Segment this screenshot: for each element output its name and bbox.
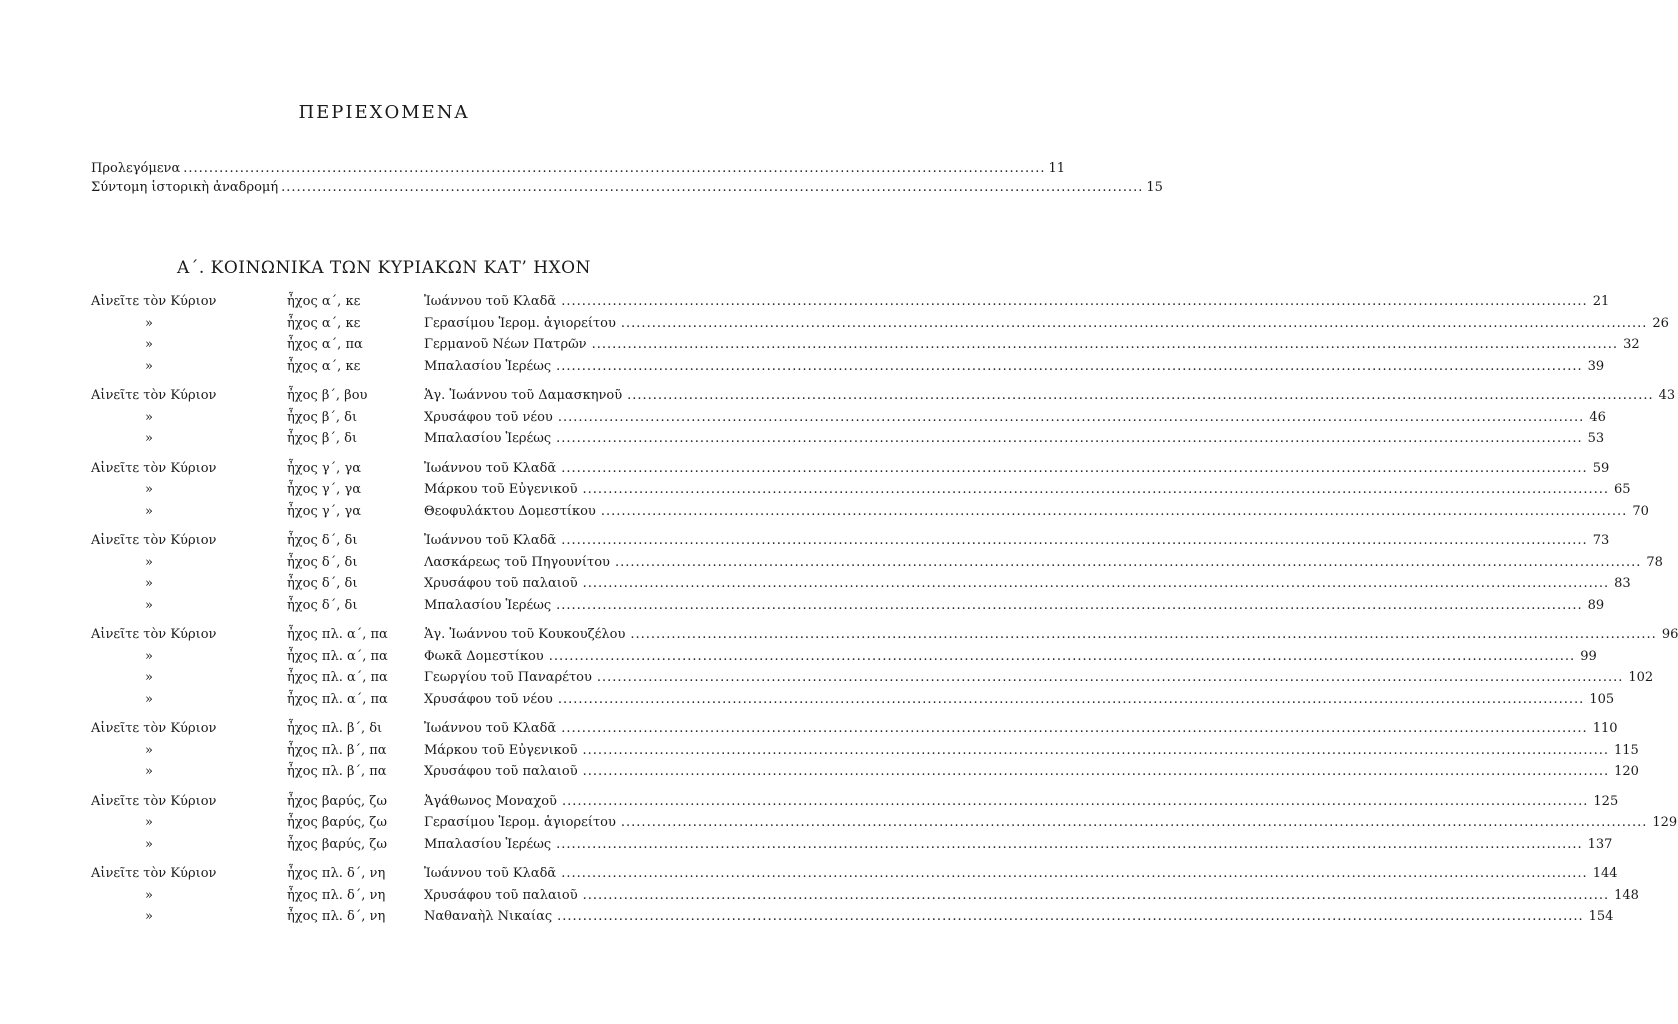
entry-mode: ἦχος πλ. β΄, πα	[287, 764, 387, 779]
entry-author: Φωκᾶ Δομεστίκου	[424, 648, 544, 664]
entry-row	[91, 553, 1663, 575]
entry-group	[91, 292, 1669, 378]
entry-mode: ἦχος πλ. δ΄, νη	[287, 909, 386, 924]
entry-group	[91, 459, 1649, 524]
dot-leader: ........................................................................................................................................................................	[183, 161, 1046, 176]
entry-page: 78	[1646, 554, 1663, 570]
intro-item-label: Σύντομη ἱστορικὴ ἀναδρομή	[91, 180, 279, 195]
dot-leader: ........................................................................................................................................................................................................	[582, 764, 1610, 779]
entry-author-cell	[424, 460, 1610, 476]
entry-author: Ἰωάννου τοῦ Κλαδᾶ	[424, 866, 557, 881]
entry-author: Ἁγ. Ἰωάννου τοῦ Δαμασκηνοῦ	[424, 388, 623, 403]
entry-author-cell	[424, 337, 1640, 352]
entry-author-cell	[424, 627, 1678, 642]
entry-author-cell	[424, 533, 1610, 548]
entry-page: 70	[1632, 503, 1649, 519]
entry-author: Χρυσάφου τοῦ νέου	[424, 691, 553, 707]
dot-leader: ........................................................................................................................................................................................................	[561, 294, 1588, 309]
entry-author: Γεωργίου τοῦ Παναρέτου	[424, 670, 592, 685]
entry-row	[91, 762, 1639, 784]
entry-title: Αἰνεῖτε τὸν Κύριον	[91, 866, 217, 881]
entry-author: Μπαλασίου Ἱερέως	[424, 836, 552, 852]
entry-page: 46	[1589, 409, 1606, 425]
ditto-mark: »	[145, 887, 153, 903]
entry-mode: ἦχος πλ. α΄, πα	[287, 648, 388, 664]
dot-leader: ........................................................................................................................................................................................................	[556, 431, 1583, 446]
entry-page: 21	[1592, 294, 1610, 309]
entry-page: 83	[1614, 576, 1631, 591]
entry-page: 53	[1587, 431, 1605, 446]
entry-mode: ἦχος πλ. β΄, δι	[287, 721, 383, 736]
entry-row	[91, 813, 1678, 835]
ditto-mark: »	[145, 337, 153, 352]
entry-author-cell	[424, 554, 1663, 570]
entry-title: Αἰνεῖτε τὸν Κύριον	[91, 294, 217, 309]
entry-page: 43	[1658, 388, 1676, 403]
entry-author: Ἰωάννου τοῦ Κλαδᾶ	[424, 721, 557, 736]
entry-mode: ἦχος γ΄, γα	[287, 482, 361, 497]
entry-author-cell	[424, 388, 1676, 403]
entry-page: 65	[1614, 482, 1631, 497]
entry-author-cell	[424, 887, 1639, 903]
ditto-mark: »	[145, 431, 153, 446]
entry-author-cell	[424, 721, 1618, 736]
entry-row	[91, 459, 1610, 481]
entry-title: Αἰνεῖτε τὸν Κύριον	[91, 388, 217, 403]
entry-row	[91, 502, 1649, 524]
dot-leader: ........................................................................................................................................................................................................	[556, 836, 1583, 852]
entry-author: Ἀγάθωνος Μοναχοῦ	[424, 793, 557, 809]
entry-page: 137	[1587, 836, 1613, 852]
dot-leader: ........................................................................................................................................................................................................	[561, 721, 1588, 736]
entry-row	[91, 907, 1614, 929]
entry-page: 144	[1592, 866, 1618, 881]
entry-row	[91, 647, 1597, 669]
entry-author-cell	[424, 597, 1605, 613]
dot-leader: ........................................................................................................................................................................................................	[600, 503, 1628, 519]
entry-author: Ἰωάννου τοῦ Κλαδᾶ	[424, 460, 557, 476]
entry-author: Χρυσάφου τοῦ παλαιοῦ	[424, 887, 578, 903]
entry-page: 125	[1593, 793, 1619, 809]
entry-row	[91, 668, 1654, 690]
entry-row	[91, 741, 1639, 763]
ditto-mark: »	[145, 503, 153, 519]
entry-row	[91, 864, 1618, 886]
dot-leader: ........................................................................................................................................................................................................	[596, 670, 1624, 685]
dot-leader: ........................................................................................................................................................................................................	[627, 388, 1654, 403]
ditto-mark: »	[145, 648, 153, 664]
entry-author: Μπαλασίου Ἱερέως	[424, 358, 552, 374]
dot-leader: ........................................................................................................................................................................................................	[556, 358, 1583, 374]
dot-leader: ........................................................................................................................................................................................................	[591, 337, 1619, 352]
dot-leader: ........................................................................................................................................................................................................	[557, 691, 1585, 707]
dot-leader: ........................................................................................................................................................................................................	[557, 909, 1584, 924]
entry-mode: ἦχος β΄, βου	[287, 388, 368, 403]
entry-mode: ἦχος βαρύς, ζω	[287, 793, 387, 809]
entry-author-cell	[424, 866, 1618, 881]
entry-title: Αἰνεῖτε τὸν Κύριον	[91, 460, 217, 476]
entry-author-cell	[424, 691, 1615, 707]
entry-mode: ἦχος δ΄, δι	[287, 554, 358, 570]
entry-author: Γερασίμου Ἱερομ. ἁγιορείτου	[424, 815, 616, 830]
ditto-mark: »	[145, 554, 153, 570]
dot-leader: ........................................................................................................................................................................................................	[582, 887, 1610, 903]
entry-row	[91, 719, 1618, 741]
entry-page: 129	[1652, 815, 1678, 830]
entry-author: Μάρκου τοῦ Εὐγενικοῦ	[424, 742, 578, 758]
entry-row	[91, 335, 1640, 357]
entry-mode: ἦχος πλ. β΄, πα	[287, 742, 387, 758]
entry-author-cell	[424, 294, 1610, 309]
entry-page: 115	[1614, 742, 1639, 758]
intro-item-label: Προλεγόμενα	[91, 161, 181, 176]
dot-leader: ........................................................................................................................................................................................................	[630, 627, 1657, 642]
entry-author: Μάρκου τοῦ Εὐγενικοῦ	[424, 482, 578, 497]
entry-group	[91, 792, 1678, 857]
entry-author-cell	[424, 315, 1669, 331]
entry-row	[91, 531, 1610, 553]
entry-title: Αἰνεῖτε τὸν Κύριον	[91, 533, 217, 548]
entry-page: 26	[1652, 315, 1669, 331]
entry-author-cell	[424, 409, 1606, 425]
entry-mode: ἦχος α΄, πα	[287, 337, 363, 352]
entry-mode: ἦχος πλ. δ΄, νη	[287, 887, 386, 903]
entry-row	[91, 480, 1631, 502]
dot-leader: ........................................................................................................................................................................................................	[561, 533, 1588, 548]
ditto-mark: »	[145, 670, 153, 685]
entry-title: Αἰνεῖτε τὸν Κύριον	[91, 627, 217, 642]
entry-row	[91, 690, 1615, 712]
entry-author: Θεοφυλάκτου Δομεστίκου	[424, 503, 596, 519]
entry-title: Αἰνεῖτε τὸν Κύριον	[91, 793, 217, 809]
ditto-mark: »	[145, 597, 153, 613]
dot-leader: ........................................................................................................................................................................................................	[561, 793, 1589, 809]
entry-author: Ἰωάννου τοῦ Κλαδᾶ	[424, 294, 557, 309]
entry-page: 102	[1628, 670, 1654, 685]
entry-page: 39	[1587, 358, 1605, 374]
entry-author-cell	[424, 793, 1619, 809]
entry-page: 59	[1592, 460, 1610, 476]
entry-page: 89	[1587, 597, 1605, 613]
entry-mode: ἦχος πλ. δ΄, νη	[287, 866, 386, 881]
entry-page: 73	[1592, 533, 1610, 548]
entry-page: 120	[1614, 764, 1639, 779]
ditto-mark: »	[145, 909, 153, 924]
entry-row	[91, 886, 1639, 908]
entry-mode: ἦχος πλ. α΄, πα	[287, 670, 388, 685]
entry-row	[91, 625, 1678, 647]
entry-author: Μπαλασίου Ἱερέως	[424, 431, 552, 446]
ditto-mark: »	[145, 764, 153, 779]
entry-mode: ἦχος γ΄, γα	[287, 460, 361, 476]
entry-author-cell	[424, 431, 1605, 446]
entry-group	[91, 864, 1639, 929]
page-title: ΠΕΡΙΕΧΟΜΕΝΑ	[298, 102, 470, 123]
entry-page: 96	[1661, 627, 1678, 642]
entry-mode: ἦχος α΄, κε	[287, 294, 361, 309]
entry-mode: ἦχος δ΄, δι	[287, 533, 358, 548]
entry-page: 105	[1589, 691, 1615, 707]
entry-page: 154	[1588, 909, 1614, 924]
intro-list	[91, 161, 1163, 199]
entry-author: Γερασίμου Ἱερομ. ἁγιορείτου	[424, 315, 616, 331]
entry-page: 99	[1580, 648, 1597, 664]
entry-author-cell	[424, 909, 1614, 924]
entry-row	[91, 386, 1676, 408]
ditto-mark: »	[145, 836, 153, 852]
entry-mode: ἦχος δ΄, δι	[287, 597, 358, 613]
entry-group	[91, 719, 1639, 784]
intro-item-page: 11	[1048, 161, 1066, 176]
dot-leader: ........................................................................................................................................................................................................	[614, 554, 1642, 570]
entry-author: Χρυσάφου τοῦ παλαιοῦ	[424, 576, 578, 591]
dot-leader: ........................................................................................................................................................................................................	[561, 866, 1588, 881]
entry-author: Ἰωάννου τοῦ Κλαδᾶ	[424, 533, 557, 548]
entry-page: 148	[1614, 887, 1639, 903]
dot-leader: ........................................................................................................................................................................................................	[557, 409, 1585, 425]
entry-author: Γερμανοῦ Νέων Πατρῶν	[424, 337, 587, 352]
dot-leader: ........................................................................................................................................................................................................	[561, 460, 1588, 476]
entry-group	[91, 625, 1678, 711]
ditto-mark: »	[145, 815, 153, 830]
entry-author-cell	[424, 836, 1613, 852]
dot-leader: ........................................................................................................................................................................................................	[620, 815, 1648, 830]
entry-row	[91, 835, 1613, 857]
entry-author-cell	[424, 764, 1639, 779]
entry-row	[91, 408, 1606, 430]
ditto-mark: »	[145, 358, 153, 374]
dot-leader: ........................................................................................................................................................................................................	[582, 576, 1610, 591]
dot-leader: ........................................................................................................................................................................................................	[556, 597, 1583, 613]
entry-mode: ἦχος βαρύς, ζω	[287, 815, 387, 830]
entry-author: Ναθαναὴλ Νικαίας	[424, 909, 553, 924]
entry-author-cell	[424, 482, 1631, 497]
dot-leader: ........................................................................................................................................................................................................	[548, 648, 1576, 664]
entry-mode: ἦχος πλ. α΄, πα	[287, 691, 388, 707]
entry-author-cell	[424, 670, 1654, 685]
entry-author-cell	[424, 503, 1649, 519]
entry-page: 110	[1592, 721, 1618, 736]
intro-item	[91, 180, 1163, 199]
entry-author: Μπαλασίου Ἱερέως	[424, 597, 552, 613]
entry-group	[91, 386, 1676, 451]
ditto-mark: »	[145, 691, 153, 707]
entry-author: Χρυσάφου τοῦ παλαιοῦ	[424, 764, 578, 779]
entry-author-cell	[424, 358, 1605, 374]
entry-mode: ἦχος πλ. α΄, πα	[287, 627, 388, 642]
entry-author-cell	[424, 742, 1639, 758]
intro-item-page: 15	[1146, 180, 1163, 195]
entry-row	[91, 429, 1605, 451]
ditto-mark: »	[145, 742, 153, 758]
entry-author: Λασκάρεως τοῦ Πηγουνίτου	[424, 554, 610, 570]
entry-mode: ἦχος γ΄, γα	[287, 503, 361, 519]
entry-group	[91, 531, 1663, 617]
dot-leader: ........................................................................................................................................................................................................	[620, 315, 1648, 331]
entry-mode: ἦχος α΄, κε	[287, 358, 361, 374]
ditto-mark: »	[145, 409, 153, 425]
ditto-mark: »	[145, 315, 153, 331]
entry-mode: ἦχος βαρύς, ζω	[287, 836, 387, 852]
entry-title: Αἰνεῖτε τὸν Κύριον	[91, 721, 217, 736]
dot-leader: ........................................................................................................................................................................................................	[582, 742, 1609, 758]
entry-author: Ἁγ. Ἰωάννου τοῦ Κουκουζέλου	[424, 627, 626, 642]
entry-author-cell	[424, 815, 1678, 830]
intro-item	[91, 161, 1066, 180]
ditto-mark: »	[145, 576, 153, 591]
ditto-mark: »	[145, 482, 153, 497]
entry-author-cell	[424, 648, 1597, 664]
dot-leader: ........................................................................................................................................................................................................	[582, 482, 1609, 497]
entry-author: Χρυσάφου τοῦ νέου	[424, 409, 553, 425]
dot-leader: ........................................................................................................................................................................	[281, 180, 1144, 195]
entry-page: 32	[1623, 337, 1640, 352]
entry-row	[91, 357, 1605, 379]
entry-mode: ἦχος β΄, δι	[287, 431, 358, 446]
entry-mode: ἦχος δ΄, δι	[287, 576, 358, 591]
entry-row	[91, 314, 1669, 336]
entry-row	[91, 596, 1605, 618]
entry-mode: ἦχος β΄, δι	[287, 409, 358, 425]
entry-mode: ἦχος α΄, κε	[287, 315, 361, 331]
entry-row	[91, 574, 1631, 596]
section-title: Α΄. ΚΟΙΝΩΝΙΚΑ ΤΩΝ ΚΥΡΙΑΚΩΝ ΚΑΤ’ ΗΧΟΝ	[177, 258, 591, 278]
entry-row	[91, 792, 1619, 814]
entries-list	[91, 292, 1678, 937]
entry-author-cell	[424, 576, 1631, 591]
entry-row	[91, 292, 1610, 314]
